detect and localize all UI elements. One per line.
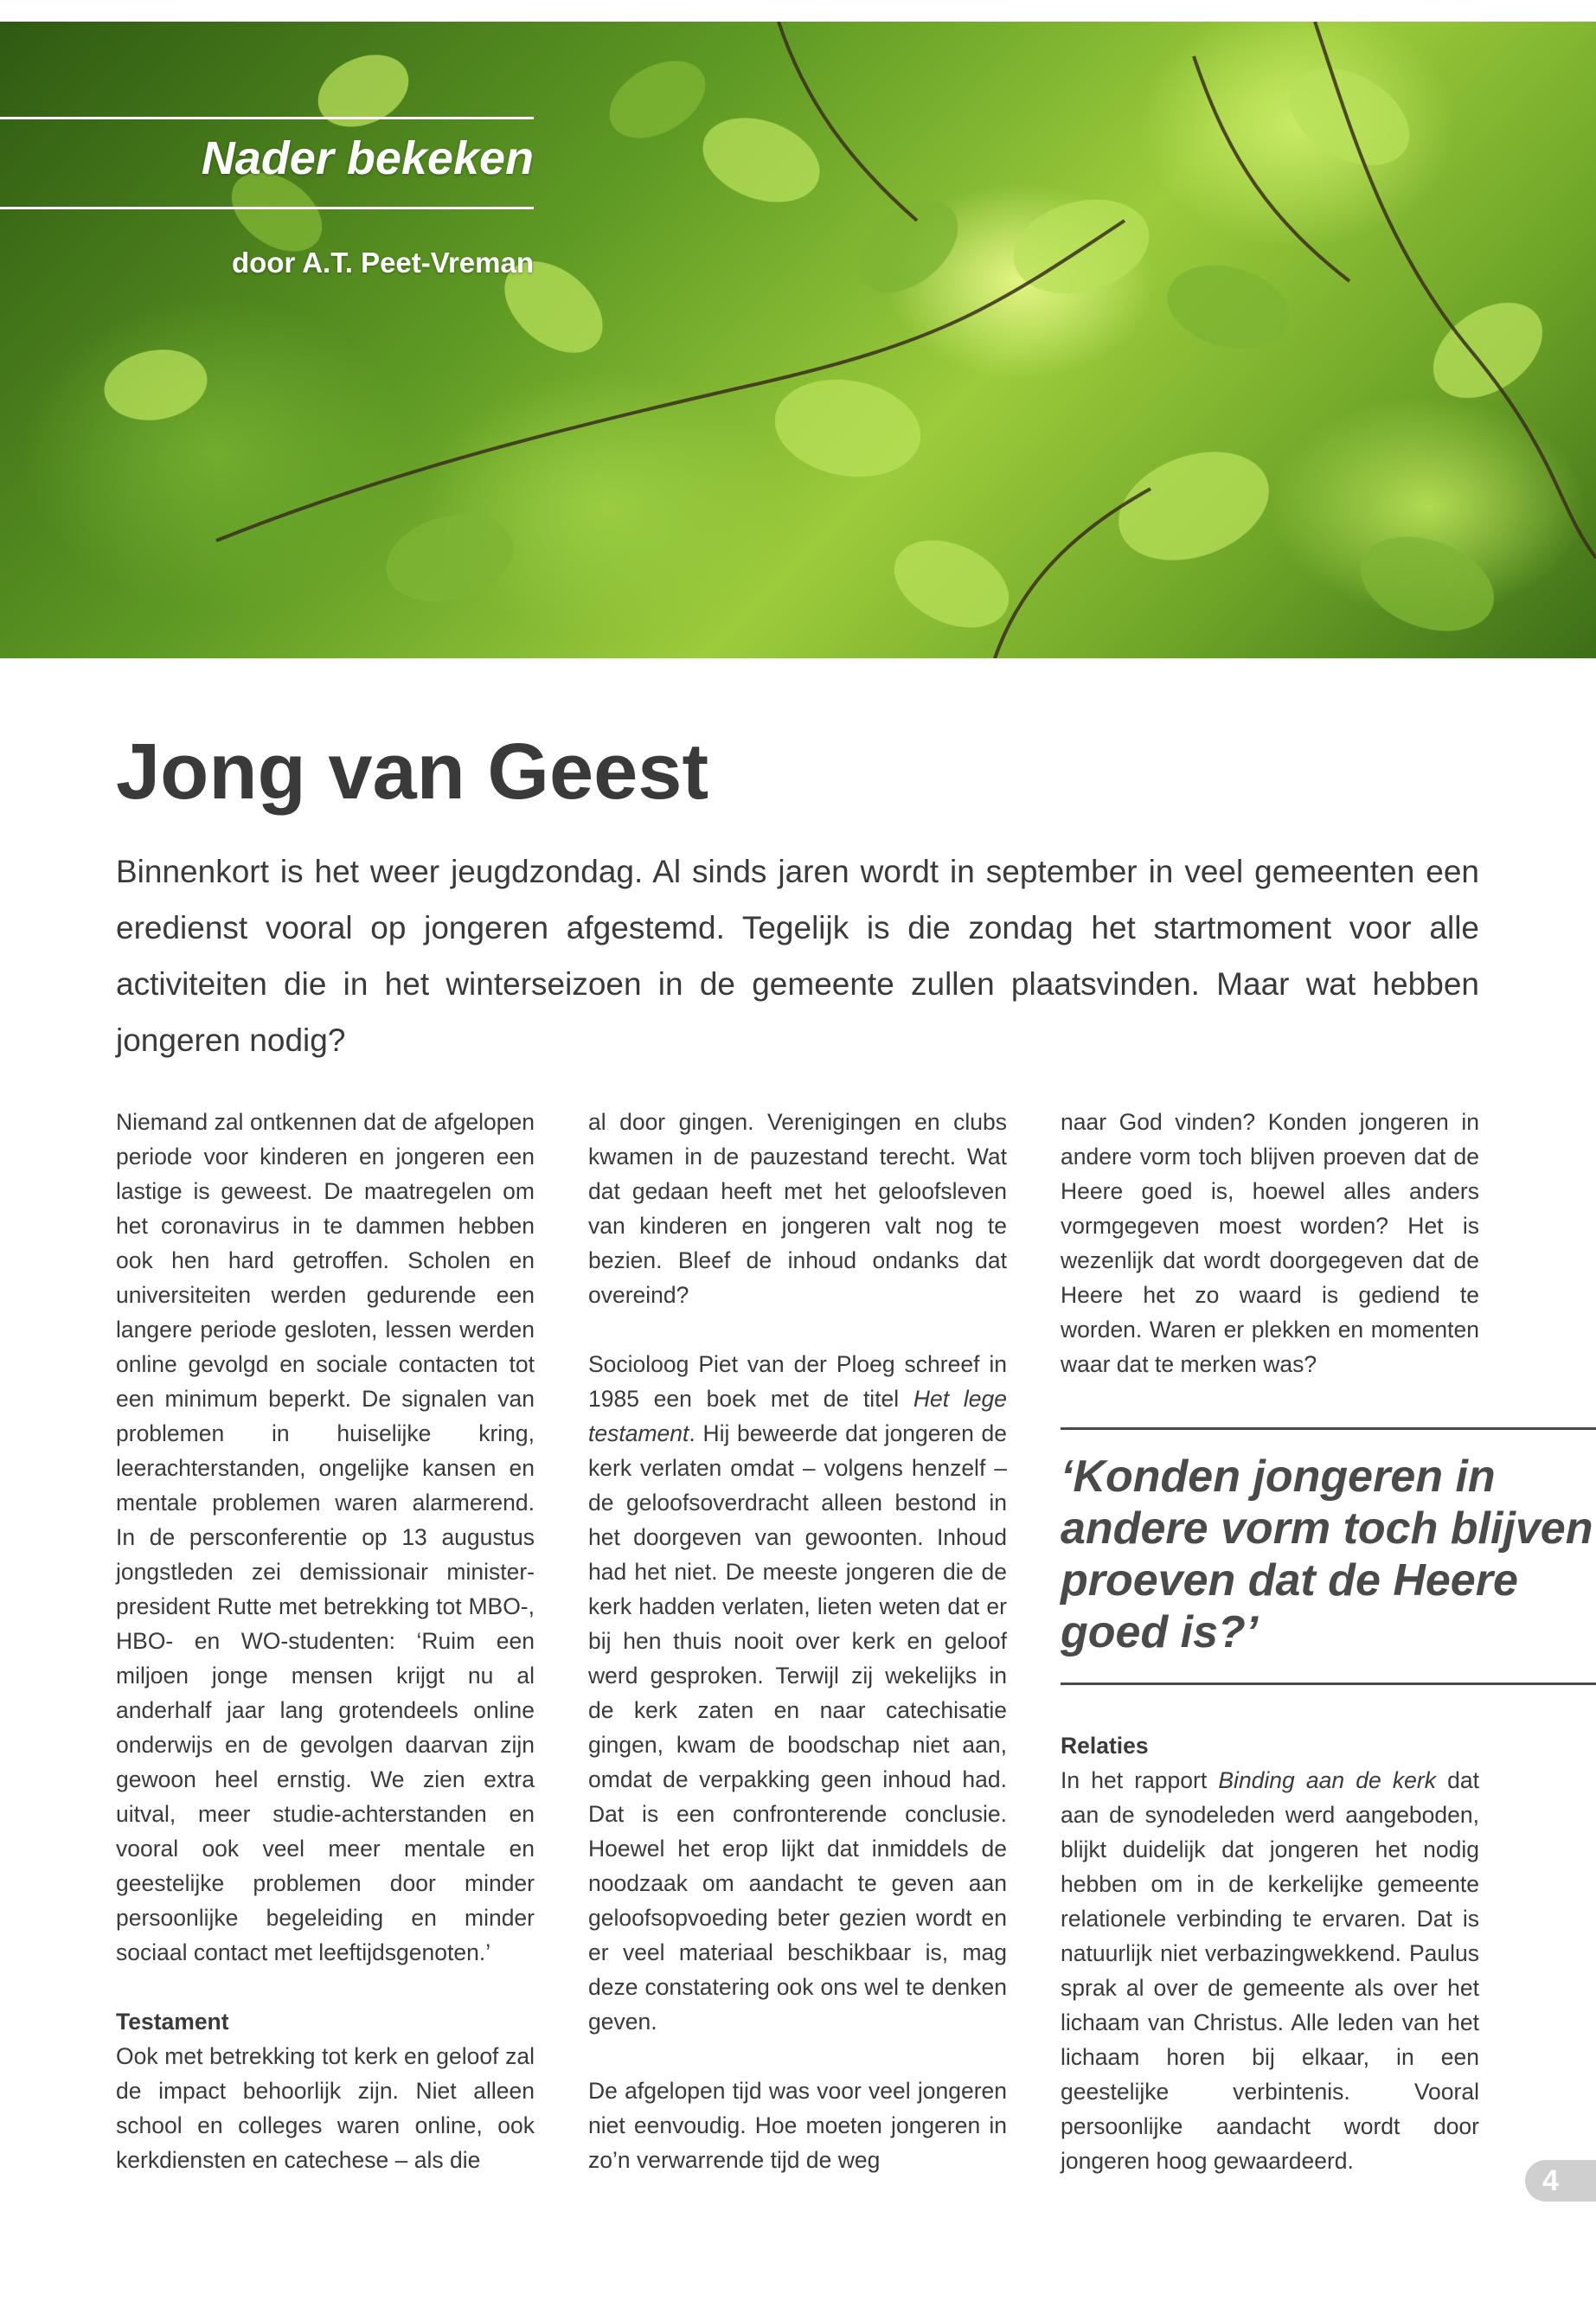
pull-quote-text: ‘Konden jongeren in andere vorm toch blijven proeven dat de Heere goed is?’ (1061, 1452, 1593, 1657)
article-title: Jong van Geest (116, 727, 709, 816)
paragraph (588, 1347, 1007, 2039)
report-title: Binding aan de kerk (1218, 1767, 1436, 1793)
header-photo (0, 22, 1596, 658)
text-run: . Hij beweerde dat jongeren de kerk verlaten omdat – volgens henzelf – de geloofsoverdracht alleen bestond in het doorgeven van gewoonten. Inhoud had het niet. De meeste jongeren die de kerk hadden verlaten, lieten weten dat er bij hen thuis nooit over kerk en geloof werd gesproken. Terwijl zij wekelijks in de kerk zaten en naar catechisatie gingen, kwam de boodschap niet aan, omdat de verpakking geen inhoud had. Dat is een confronterende conclusie. Hoewel het erop lijkt dat inmiddels de noodzaak om aandacht te geven aan geloofsopvoeding beter gezien wordt en er veel materiaal beschikbaar is, mag deze constatering ook ons wel te denken geven. (588, 1420, 1007, 2035)
paragraph: Ook met betrekking tot kerk en geloof zal de impact behoorlijk zijn. Niet alleen school en colleges waren online, ook kerkdiensten en catechese – als die (116, 2043, 535, 2173)
page-number: 4 (1525, 2160, 1596, 2202)
paragraph: De afgelopen tijd was voor veel jongeren niet eenvoudig. Hoe moeten jongeren in zo’n verwarrende tijd de weg (588, 2078, 1007, 2173)
column-3 (1061, 1105, 1479, 1416)
header-rule-bottom (0, 207, 534, 209)
header-rule-top (0, 117, 534, 119)
column-1 (116, 1105, 535, 2212)
subheading-testament: Testament (116, 2009, 229, 2035)
text-run: dat aan de synodeleden werd aangeboden, blijkt duidelijk dat jongeren het nodig hebben om in de kerkelijke gemeente relationele verbinding te ervaren. Dat is natuurlijk niet verbazingwekkend. Paulus sprak al over de gemeente als over het lichaam van Christus. Alle leden van het lichaam horen bij elkaar, in een geestelijke verbintenis. Vooral persoonlijke aandacht wordt door jongeren hoog gewaardeerd. (1061, 1767, 1479, 2174)
text-run: Socioloog Piet van der Ploeg schreef in 1985 een boek met de titel (588, 1351, 1007, 1412)
paragraph: naar God vinden? Konden jongeren in andere vorm toch blijven proeven dat de Heere goed is, hoewel alles anders vormgegeven moest worden? Het is wezenlijk dat wordt doorgegeven dat de Heere het zo waard is gediend te worden. Waren er plekken en momenten waar dat te merken was? (1061, 1109, 1479, 1377)
section-label: Nader bekeken (201, 132, 534, 184)
byline: door A.T. Peet-Vreman (231, 247, 534, 279)
pull-quote (1061, 1427, 1596, 1685)
text-run: In het rapport (1061, 1767, 1219, 1793)
paragraph (1061, 1763, 1479, 2178)
paragraph: Niemand zal ontkennen dat de afgelopen periode voor kinderen en jongeren een lastige is geweest. De maatregelen om het coronavirus in te dammen hebben ook hen hard getroffen. Scholen en universiteiten werden gedurende een langere periode gesloten, lessen werden online gevolgd en sociale contacten tot een minimum beperkt. De signalen van problemen in huiselijke kring, leerachterstanden, ongelijke kansen en mentale problemen waren alarmerend. In de persconferentie op 13 augustus jongstleden zei demissionair minister-president Rutte met betrekking tot MBO-, HBO- en WO-studenten: ‘Ruim een miljoen jonge mensen krijgt nu al anderhalf jaar lang grotendeels online onderwijs en de gevolgen daarvan zijn gewoon heel ernstig. We zien extra uitval, meer studie-achterstanden en vooral ook veel meer mentale en geestelijke problemen door minder persoonlijke begeleiding en minder sociaal contact met leeftijdsgenoten.’ (116, 1109, 535, 1965)
subheading-relaties: Relaties (1061, 1733, 1149, 1759)
article-intro: Binnenkort is het weer jeugdzondag. Al sinds jaren wordt in september in veel gemeenten een eredienst vooral op jongeren afgestemd. Tegelijk is die zondag het startmoment voor alle activiteiten die in het winterseizoen in de gemeente zullen plaatsvinden. Maar wat hebben jongeren nodig? (116, 854, 1479, 1058)
column-2 (588, 1105, 1007, 2212)
column-3-continued (1061, 1728, 1479, 2178)
paragraph: al door gingen. Verenigingen en clubs kwamen in de pauzestand terecht. Wat dat gedaan heeft met het geloofsleven van kinderen en jongeren valt nog te bezien. Bleef de inhoud ondanks dat overeind? (588, 1109, 1007, 1308)
book-title: Het lege testament (588, 1386, 1007, 1446)
